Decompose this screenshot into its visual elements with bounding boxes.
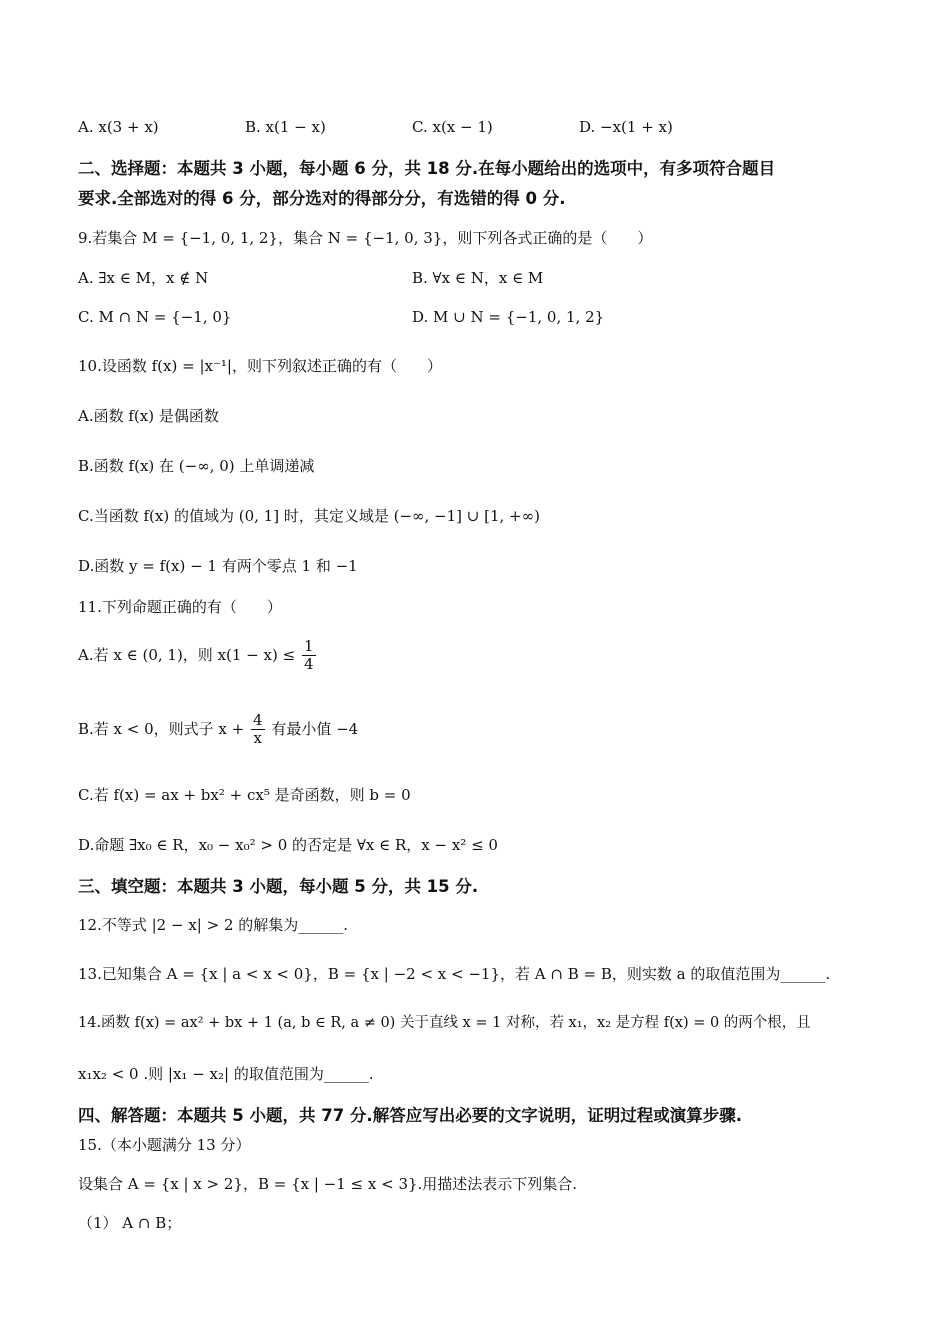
q15-part1: （1） A ∩ B； — [78, 1214, 182, 1232]
q9-option-b: B. ∀x ∈ N，x ∈ M — [412, 269, 544, 287]
q11-b-numerator: 4 — [253, 711, 263, 729]
q11-option-a — [78, 638, 318, 674]
q11-a-text: A.若 x ∈ (0, 1)，则 x(1 − x) ≤ — [78, 645, 296, 664]
q11-option-d: D.命题 ∃x₀ ∈ R，x₀ − x₀² > 0 的否定是 ∀x ∈ R，x − x² ≤ 0 — [78, 836, 498, 854]
q9-option-d: D. M ∪ N = {−1, 0, 1, 2} — [412, 308, 605, 326]
q9-option-c: C. M ∩ N = {−1, 0} — [78, 308, 232, 326]
section4-heading: 四、解答题：本题共 5 小题，共 77 分.解答应写出必要的文字说明，证明过程或演算步骤. — [78, 1106, 742, 1125]
q8-option-c: C. x(x − 1) — [412, 118, 493, 136]
q10-option-c: C.当函数 f(x) 的值域为 (0, 1] 时，其定义域是 (−∞, −1] ∪ [1, +∞) — [78, 507, 540, 525]
q15-stem: 设集合 A = {x | x > 2}，B = {x | −1 ≤ x < 3}.用描述法表示下列集合. — [78, 1175, 578, 1193]
q10-option-d: D.函数 y = f(x) − 1 有两个零点 1 和 −1 — [78, 557, 358, 575]
q11-b-denominator: x — [253, 729, 263, 748]
q12-stem: 12.不等式 |2 − x| > 2 的解集为______. — [78, 916, 349, 934]
q10-option-a: A.函数 f(x) 是偶函数 — [78, 407, 219, 425]
q11-b-fraction — [251, 712, 265, 748]
q11-a-numerator: 1 — [303, 637, 314, 655]
q14-line2: x₁x₂ < 0 .则 |x₁ − x₂| 的取值范围为______. — [78, 1065, 374, 1083]
q10-option-b: B.函数 f(x) 在 (−∞, 0) 上单调递减 — [78, 457, 315, 475]
q11-option-c: C.若 f(x) = ax + bx² + cx⁵ 是奇函数，则 b = 0 — [78, 786, 411, 804]
section3-heading: 三、填空题：本题共 3 小题，每小题 5 分，共 15 分. — [78, 877, 479, 896]
q15-header: 15.（本小题满分 13 分） — [78, 1136, 251, 1154]
q13-stem: 13.已知集合 A = {x | a < x < 0}，B = {x | −2 < x < −1}，若 A ∩ B = B，则实数 a 的取值范围为______. — [78, 965, 831, 983]
q11-stem: 11.下列命题正确的有（ ） — [78, 598, 282, 616]
section2-heading-line1: 二、选择题：本题共 3 小题，每小题 6 分，共 18 分.在每小题给出的选项中，有多项符合题目 — [78, 159, 776, 178]
q9-stem: 9.若集合 M = {−1, 0, 1, 2}，集合 N = {−1, 0, 3}，则下列各式正确的是（ ） — [78, 229, 653, 247]
q11-a-denominator: 4 — [303, 655, 314, 674]
q14-line1: 14.函数 f(x) = ax² + bx + 1 (a, b ∈ R, a ≠ 0) 关于直线 x = 1 对称，若 x₁，x₂ 是方程 f(x) = 0 的两个根，且 — [78, 1015, 811, 1031]
q11-a-fraction — [302, 638, 316, 674]
section2-heading-line2: 要求.全部选对的得 6 分，部分选对的得部分分，有选错的得 0 分. — [78, 189, 566, 208]
q8-option-d: D. −x(1 + x) — [579, 118, 673, 136]
q11-b-text: B.若 x < 0，则式子 x + — [78, 719, 245, 738]
q8-option-a: A. x(3 + x) — [78, 118, 159, 136]
q11-b-suffix: 有最小值 −4 — [271, 719, 359, 738]
q9-option-a: A. ∃x ∈ M，x ∉ N — [78, 269, 209, 287]
q11-option-b — [78, 712, 358, 748]
q8-option-b: B. x(1 − x) — [245, 118, 326, 136]
q10-stem: 10.设函数 f(x) = |x⁻¹|，则下列叙述正确的有（ ） — [78, 357, 442, 375]
